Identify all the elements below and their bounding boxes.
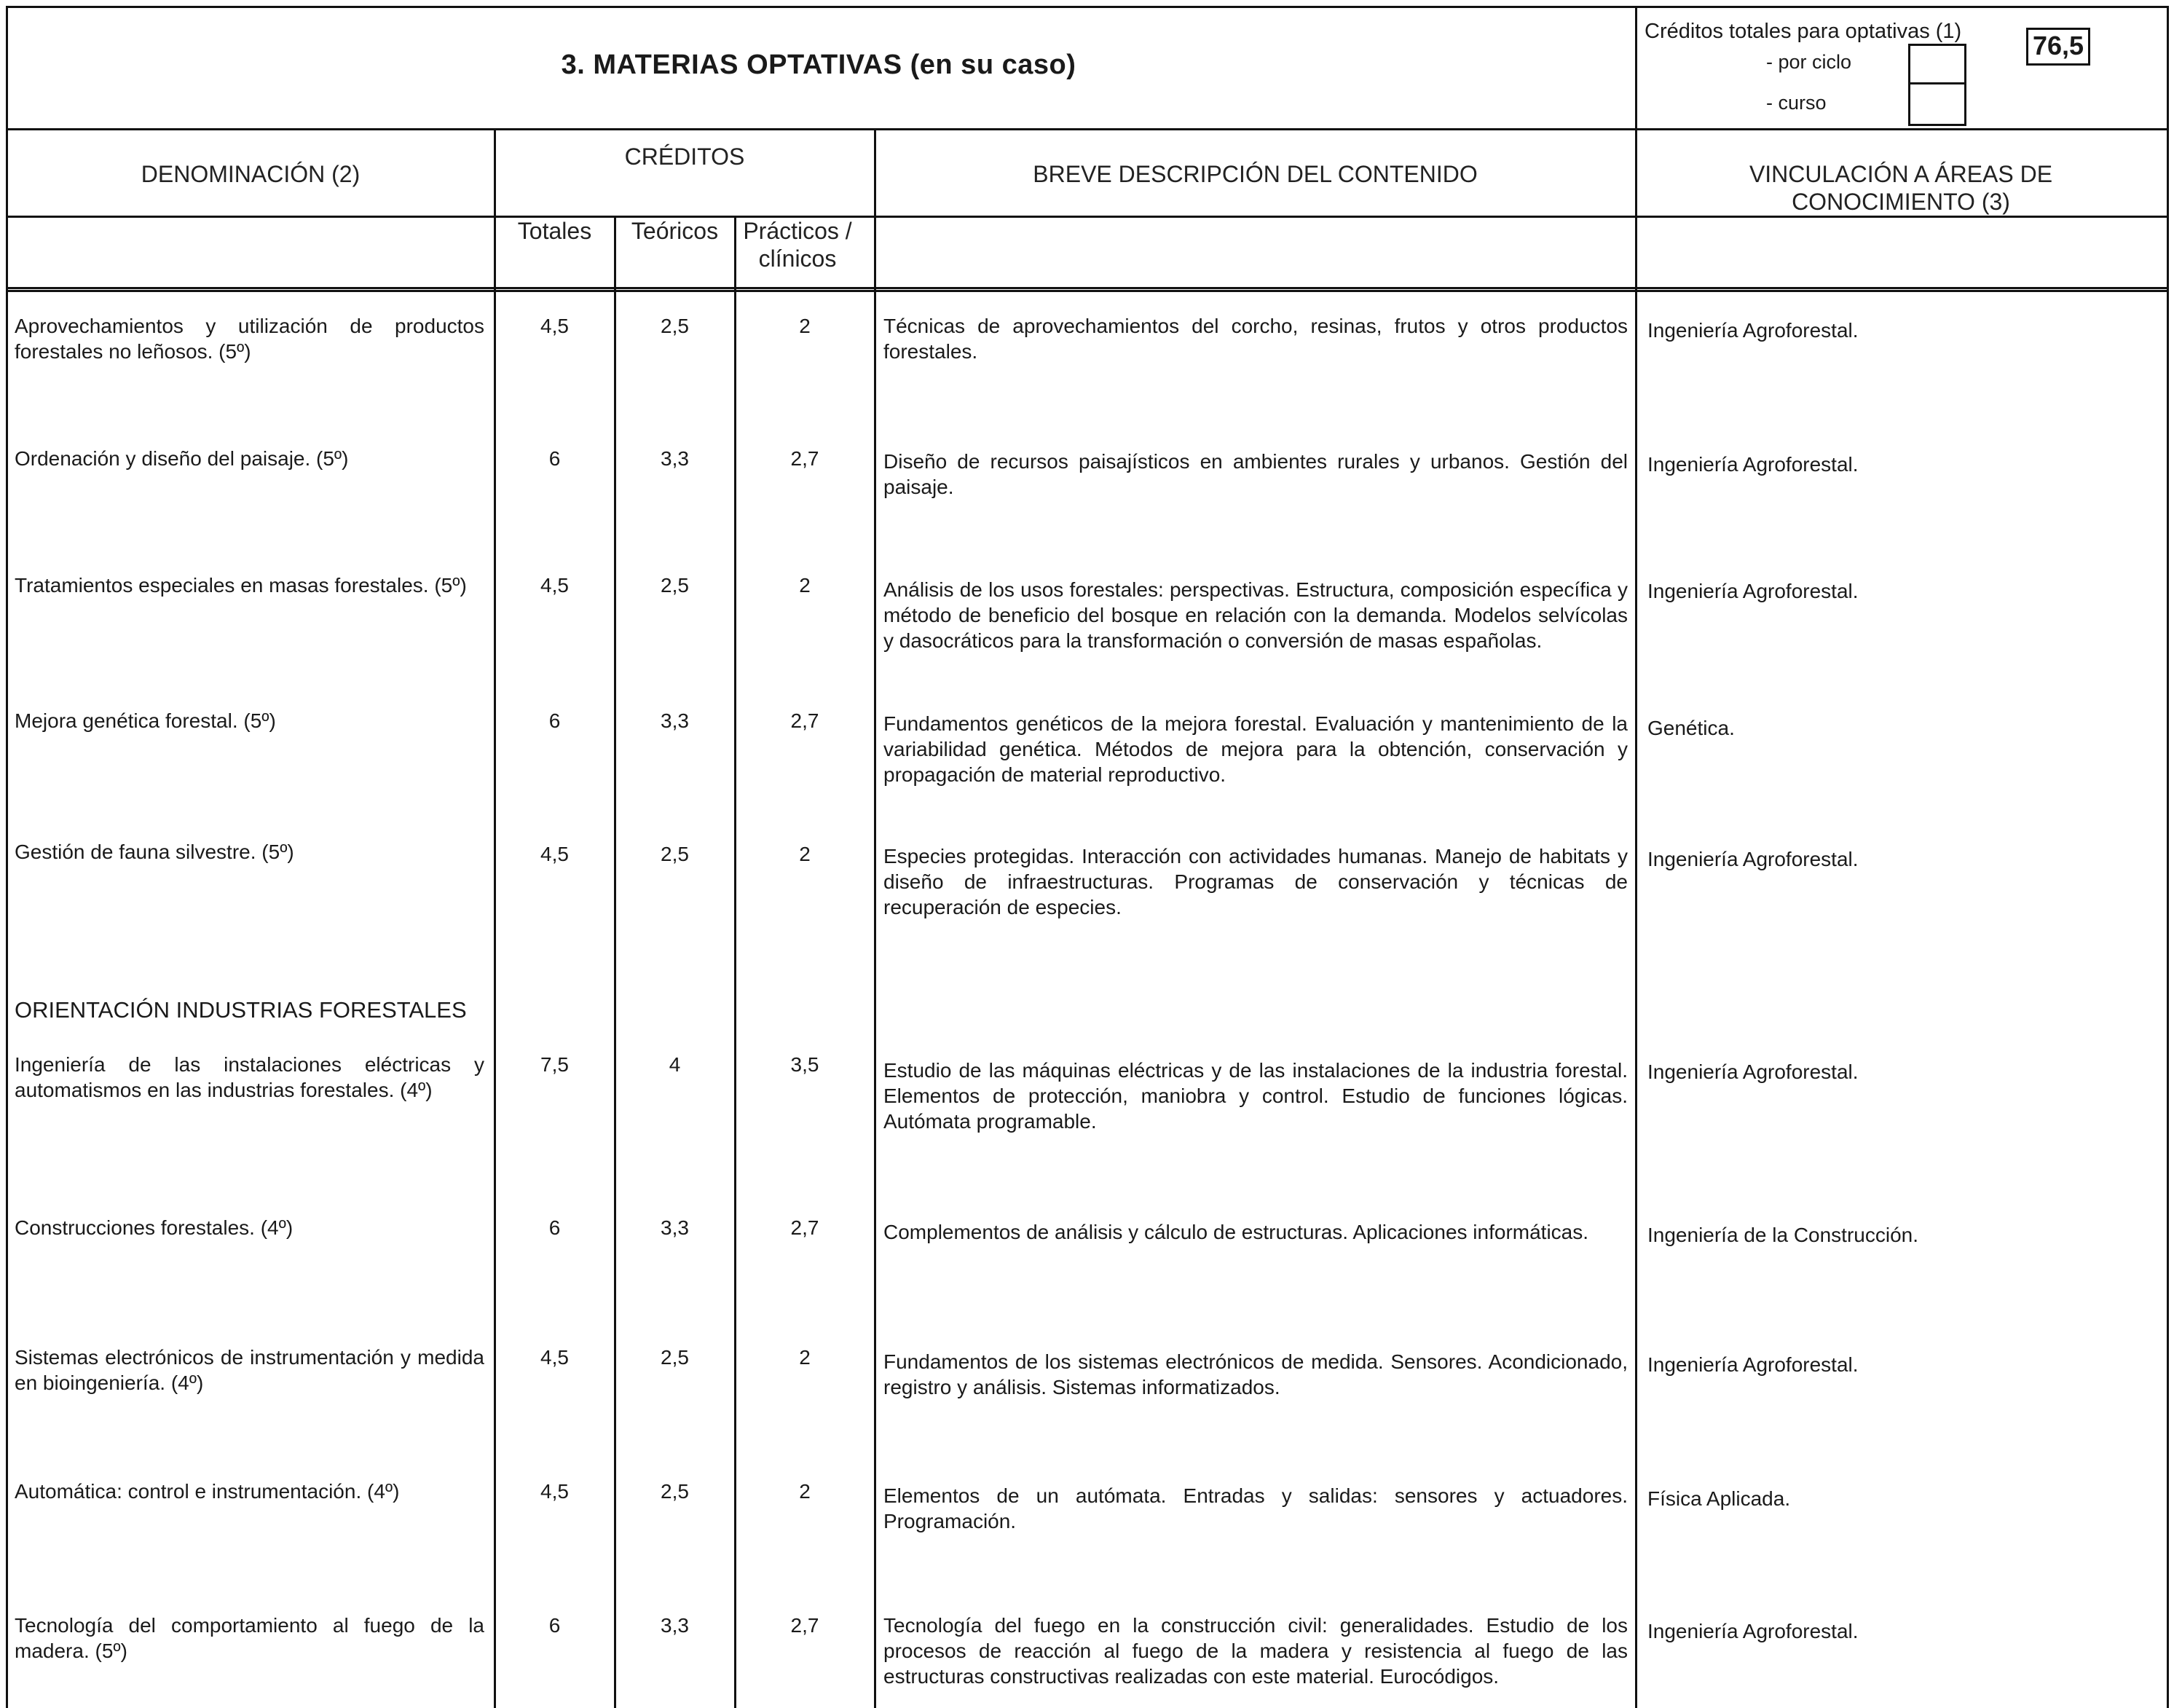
row-teoricos: 2,5: [661, 1480, 689, 1503]
row-totales: 4,5: [540, 315, 569, 337]
row-name: Ingeniería de las instalaciones eléctricas y automatismos en las industrias forestales. (4º): [15, 1053, 484, 1101]
row-teoricos: 3,3: [661, 447, 689, 470]
col-practicos: Prácticos / clínicos: [743, 218, 852, 272]
row-area: Ingeniería Agroforestal.: [1647, 1353, 1859, 1376]
row-teoricos: 4: [669, 1053, 681, 1076]
row-area: Ingeniería Agroforestal.: [1647, 1620, 1859, 1642]
row-teoricos: 3,3: [661, 709, 689, 732]
column-header-rule: [6, 216, 2169, 218]
col-teoricos: Teóricos: [631, 218, 719, 244]
row-name: Mejora genética forestal. (5º): [15, 709, 276, 732]
row-name: Automática: control e instrumentación. (4º): [15, 1480, 400, 1503]
row-name: Tratamientos especiales en masas forestales. (5º): [15, 574, 467, 597]
curso-label: - curso: [1766, 92, 1827, 114]
row-name: Ordenación y diseño del paisaje. (5º): [15, 447, 349, 470]
row-name: Construcciones forestales. (4º): [15, 1216, 294, 1239]
row-area: Física Aplicada.: [1647, 1487, 1791, 1510]
row-area: Ingeniería Agroforestal.: [1647, 319, 1859, 342]
row-totales: 4,5: [540, 1346, 569, 1369]
por-ciclo-label: - por ciclo: [1766, 51, 1852, 73]
row-teoricos: 2,5: [661, 843, 689, 865]
col-creditos: CRÉDITOS: [624, 143, 745, 170]
row-totales: 6: [548, 1614, 561, 1637]
row-practicos: 2: [799, 1346, 811, 1369]
row-teoricos: 3,3: [661, 1216, 689, 1239]
row-totales: 4,5: [540, 843, 569, 865]
row-area: Ingeniería de la Construcción.: [1647, 1224, 1918, 1246]
credits-total-value: 76,5: [2026, 28, 2090, 66]
row-teoricos: 2,5: [661, 315, 689, 337]
row-desc: Técnicas de aprovechamientos del corcho, resinas, frutos y otros productos forestales.: [883, 315, 1628, 363]
column-divider-3: [1635, 6, 1637, 1708]
header-bottom-rule: [6, 128, 2169, 130]
row-desc: Tecnología del fuego en la construcción civil: generalidades. Estudio de los procesos de reacción al fuego de la madera y resistencia al fuego de las estructuras constructivas realizadas con este material. Eurocódigos.: [883, 1614, 1628, 1688]
row-teoricos: 3,3: [661, 1614, 689, 1637]
row-practicos: 2,7: [790, 1614, 819, 1637]
col-denominacion: DENOMINACIÓN (2): [141, 161, 361, 187]
row-area: Ingeniería Agroforestal.: [1647, 580, 1859, 602]
row-totales: 6: [548, 447, 561, 470]
row-area: Genética.: [1647, 717, 1735, 739]
section-label: ORIENTACIÓN INDUSTRIAS FORESTALES: [15, 997, 467, 1023]
column-divider-2: [874, 128, 876, 1708]
row-desc: Análisis de los usos forestales: perspectivas. Estructura, composición específica y método de beneficio del bosque en relación con la demanda. Modelos selvícolas y dasocráticos para la transformación o conversión de masas españolas.: [883, 578, 1628, 652]
row-totales: 4,5: [540, 574, 569, 597]
row-practicos: 2: [799, 574, 811, 597]
row-desc: Complementos de análisis y cálculo de estructuras. Aplicaciones informáticas.: [883, 1221, 1589, 1243]
col-descripcion: BREVE DESCRIPCIÓN DEL CONTENIDO: [1033, 161, 1478, 187]
row-area: Ingeniería Agroforestal.: [1647, 1060, 1859, 1083]
page-title: 3. MATERIAS OPTATIVAS (en su caso): [561, 50, 1076, 80]
row-name: Aprovechamientos y utilización de productos forestales no leñosos. (5º): [15, 315, 484, 363]
row-desc: Especies protegidas. Interacción con actividades humanas. Manejo de habitats y diseño de infraestructuras. Programas de conservación y técnicas de recuperación de especies.: [883, 845, 1628, 918]
row-area: Ingeniería Agroforestal.: [1647, 848, 1859, 870]
row-practicos: 2: [799, 843, 811, 865]
row-practicos: 2: [799, 1480, 811, 1503]
credits-total-label: Créditos totales para optativas (1): [1645, 20, 1962, 43]
row-practicos: 2,7: [790, 1216, 819, 1239]
row-practicos: 3,5: [790, 1053, 819, 1076]
curso-box: [1908, 82, 1966, 126]
row-desc: Estudio de las máquinas eléctricas y de las instalaciones de la industria forestal. Elementos de protección, maniobra y control. Estudio de funciones lógicas. Autómata programable.: [883, 1059, 1628, 1133]
row-name: Sistemas electrónicos de instrumentación y medida en bioingeniería. (4º): [15, 1346, 484, 1394]
row-totales: 4,5: [540, 1480, 569, 1503]
row-totales: 6: [548, 709, 561, 732]
row-name: Tecnología del comportamiento al fuego de la madera. (5º): [15, 1614, 484, 1662]
column-divider-1: [494, 128, 496, 1708]
row-name: Gestión de fauna silvestre. (5º): [15, 841, 294, 863]
row-totales: 6: [548, 1216, 561, 1239]
col-vinculacion: VINCULACIÓN A ÁREAS DE CONOCIMIENTO (3): [1749, 161, 2053, 215]
subheader-rule: [6, 287, 2169, 289]
row-desc: Elementos de un autómata. Entradas y salidas: sensores y actuadores. Programación.: [883, 1484, 1628, 1532]
por-ciclo-box: [1908, 44, 1966, 84]
row-totales: 7,5: [540, 1053, 569, 1076]
row-teoricos: 2,5: [661, 1346, 689, 1369]
row-practicos: 2: [799, 315, 811, 337]
row-practicos: 2,7: [790, 709, 819, 732]
col-totales: Totales: [517, 218, 592, 244]
row-teoricos: 2,5: [661, 574, 689, 597]
row-desc: Fundamentos de los sistemas electrónicos de medida. Sensores. Acondicionado, registro y análisis. Sistemas informatizados.: [883, 1350, 1628, 1398]
row-area: Ingeniería Agroforestal.: [1647, 453, 1859, 476]
subheader-rule-2: [6, 290, 2169, 292]
row-desc: Diseño de recursos paisajísticos en ambientes rurales y urbanos. Gestión del paisaje.: [883, 450, 1628, 498]
row-desc: Fundamentos genéticos de la mejora forestal. Evaluación y mantenimiento de la variabilidad genética. Métodos de mejora para la obtención, conservación y propagación de material reproductivo.: [883, 712, 1628, 786]
row-practicos: 2,7: [790, 447, 819, 470]
